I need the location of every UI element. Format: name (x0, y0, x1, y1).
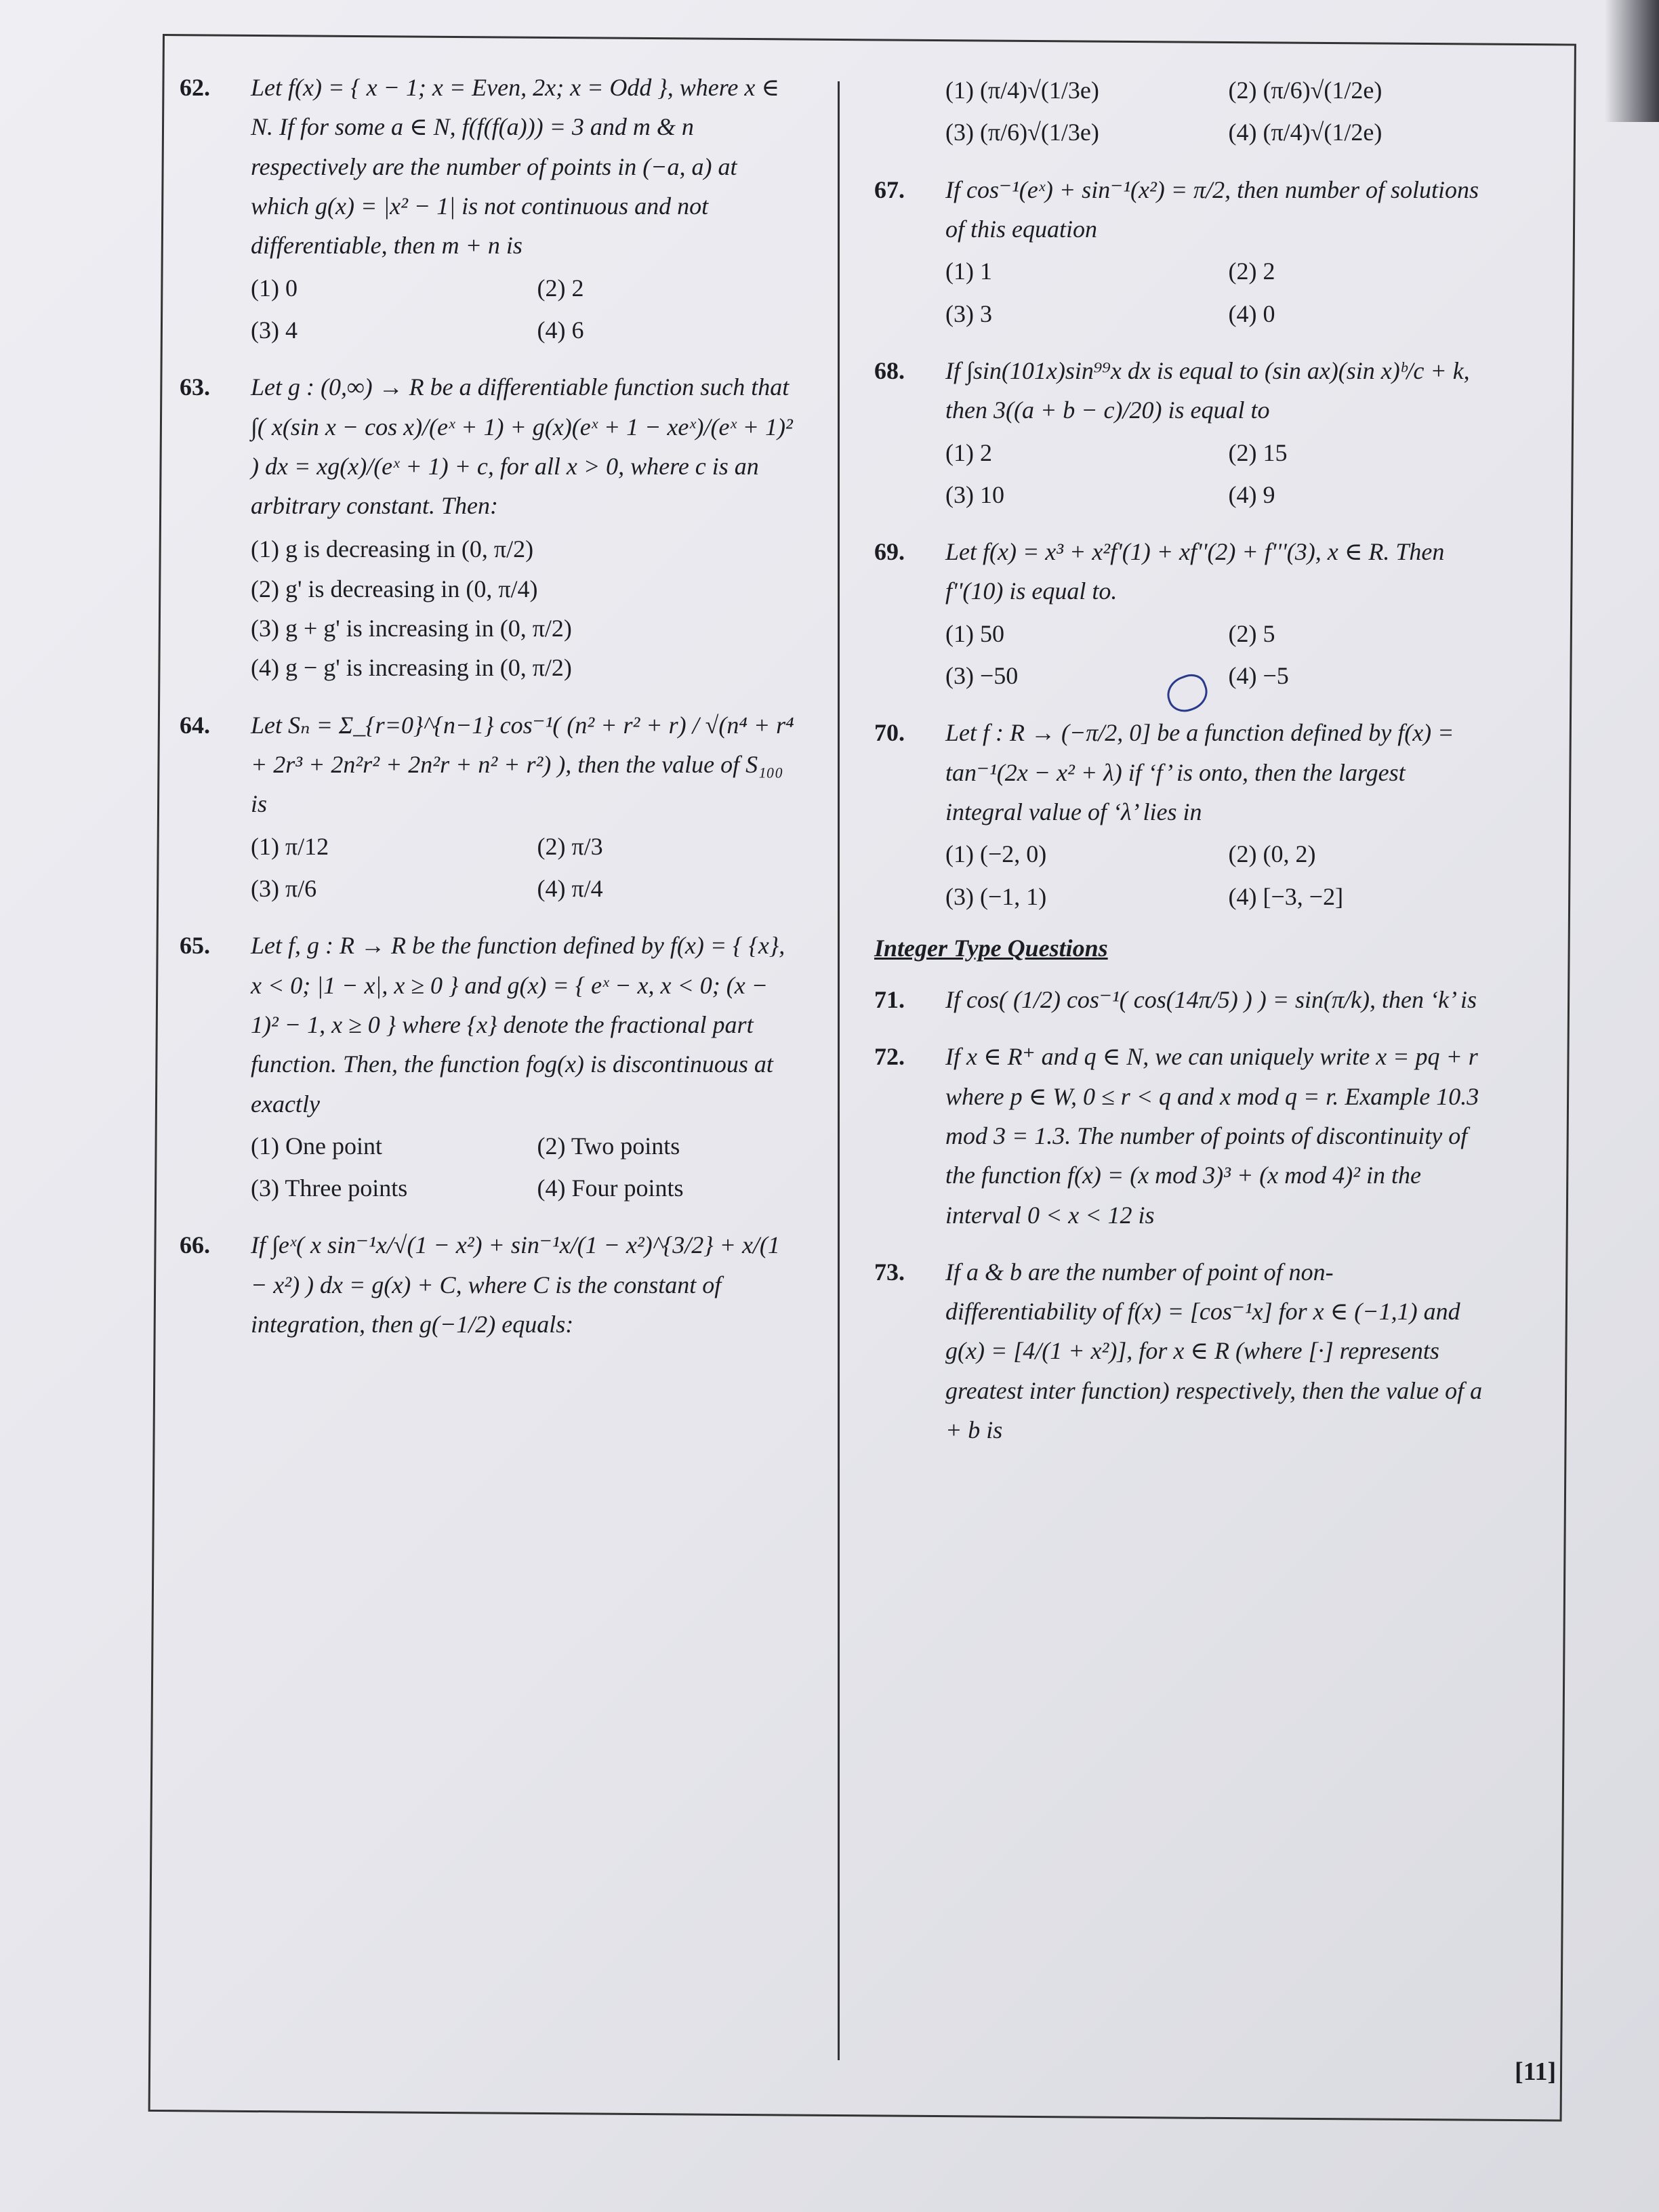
option-1: (1) 50 (945, 619, 1004, 647)
option-2: (2) Two points (537, 1132, 680, 1160)
question-66 (180, 1225, 796, 1344)
question-text: If cos⁻¹(eˣ) + sin⁻¹(x²) = π/2, then number of solutions of this equation (945, 176, 1479, 243)
question-text: Let f : R → (−π/2, 0] be a function defined by f(x) = tan⁻¹(2x − x² + λ) if ‘f’ is onto, then the largest integral value of ‘λ’ lies in (945, 719, 1454, 825)
option-2: (2) 5 (1228, 619, 1275, 647)
question-text: Let Sₙ = Σ_{r=0}^{n−1} cos⁻¹( (n² + r² + r) / √(n⁴ + r⁴ + 2r³ + 2n²r² + 2n²r + n² + r²) ), then the value of S₁₀₀ is (251, 711, 794, 818)
right-column (874, 68, 1484, 1467)
option-4: (4) [−3, −2] (1228, 882, 1344, 910)
section-title: Integer Type Questions (874, 934, 1108, 962)
option-3: (3) −50 (945, 662, 1019, 690)
option-1: (1) 2 (945, 438, 992, 466)
option-3: (3) Three points (251, 1174, 408, 1202)
question-70 (874, 713, 1484, 916)
option-1: (1) 1 (945, 258, 992, 285)
question-text: If ∫eˣ( x sin⁻¹x/√(1 − x²) + sin⁻¹x/(1 − x²)^{3/2} + x/(1 − x²) ) dx = g(x) + C, where C is the constant of integration, then g(−1/2) equals: (251, 1231, 780, 1338)
question-63 (180, 367, 796, 688)
option-1: (1) (π/4)√(1/3e) (945, 77, 1099, 104)
question-72 (874, 1037, 1484, 1235)
question-text: If cos( (1/2) cos⁻¹( cos(14π/5) ) ) = sin(π/k), then ‘k’ is (945, 985, 1477, 1013)
option-2: (2) (π/6)√(1/2e) (1228, 77, 1382, 104)
question-text: Let f(x) = x³ + x²f'(1) + xf''(2) + f'''(3), x ∈ R. Then f''(10) is equal to. (945, 538, 1445, 605)
question-64 (180, 705, 796, 909)
option-4: (4) −5 (1228, 662, 1289, 690)
question-69 (874, 532, 1484, 695)
question-number: 73. (874, 1258, 905, 1286)
option-4: (4) Four points (537, 1174, 684, 1202)
option-2: (2) 2 (537, 274, 584, 302)
option-3: (3) (π/6)√(1/3e) (945, 119, 1099, 146)
option-4: (4) π/4 (537, 874, 603, 902)
option-2: (2) (0, 2) (1228, 840, 1316, 868)
option-1: (1) π/12 (251, 832, 329, 860)
options (945, 433, 1484, 515)
question-65 (180, 926, 796, 1208)
question-text: If ∫sin(101x)sin⁹⁹x dx is equal to (sin ax)(sin x)ᵇ/c + k, then 3((a + b − c)/20) is equal to (945, 356, 1470, 424)
question-number: 71. (874, 985, 905, 1013)
option-1: (1) One point (251, 1132, 382, 1160)
option-3: (3) g + g' is increasing in (0, π/2) (251, 615, 572, 642)
question-66-options (874, 70, 1484, 152)
page-number: [11] (1515, 2057, 1557, 2086)
question-text: Let f, g : R → R be the function defined by f(x) = { {x}, x < 0; |1 − x|, x ≥ 0 } and g(x) = { eˣ − x, x < 0; (x − 1)² − 1, x ≥ 0 } where {x} denote the fractional part function. Then, the function fog(x) is discontinuous at exactly (251, 932, 785, 1118)
option-3: (3) 4 (251, 316, 298, 344)
options (251, 529, 796, 687)
option-1: (1) 0 (251, 274, 298, 302)
question-number: 68. (874, 356, 905, 384)
question-number: 62. (180, 74, 210, 101)
question-62 (180, 68, 796, 350)
question-number: 70. (874, 719, 905, 747)
option-2: (2) 2 (1228, 258, 1275, 285)
question-number: 64. (180, 711, 210, 739)
question-number: 67. (874, 176, 905, 203)
question-text: If a & b are the number of point of non-differentiability of f(x) = [cos⁻¹x] for x ∈ (−1,1) and g(x) = [4/(1 + x²)], for x ∈ R (where [·] represents greatest inter function) respectively, then the value of a + b is (945, 1258, 1483, 1444)
question-number: 72. (874, 1043, 905, 1071)
question-67 (874, 170, 1484, 333)
options (945, 834, 1484, 916)
option-1: (1) (−2, 0) (945, 840, 1047, 868)
option-1: (1) g is decreasing in (0, π/2) (251, 535, 534, 563)
options (251, 268, 796, 350)
question-number: 63. (180, 373, 210, 401)
option-2: (2) 15 (1228, 438, 1288, 466)
photo-shadow (1605, 0, 1659, 122)
question-71 (874, 980, 1484, 1019)
option-4: (4) 9 (1228, 480, 1275, 508)
option-3: (3) (−1, 1) (945, 882, 1047, 910)
option-2: (2) g' is decreasing in (0, π/4) (251, 575, 538, 602)
column-divider (838, 81, 840, 2060)
option-3: (3) 10 (945, 480, 1004, 508)
options (945, 614, 1484, 696)
question-text: If x ∈ R⁺ and q ∈ N, we can uniquely write x = pq + r where p ∈ W, 0 ≤ r < q and x mod q = r. Example 10.3 mod 3 = 1.3. The number of points of discontinuity of the function f(x) = (x mod 3)³ + (x mod 4)² in the interval 0 < x < 12 is (945, 1043, 1479, 1229)
options (945, 251, 1484, 333)
question-text: Let f(x) = { x − 1; x = Even, 2x; x = Odd }, where x ∈ N. If for some a ∈ N, f(f(f(a))) = 3 and m & n respectively are the number of points in (−a, a) at which g(x) = |x² − 1| is not continuous and not differentiable, then m + n is (251, 74, 780, 260)
options (251, 827, 796, 909)
option-3: (3) 3 (945, 300, 992, 327)
option-4: (4) g − g' is increasing in (0, π/2) (251, 654, 572, 682)
left-column (180, 68, 796, 1361)
question-text: Let g : (0,∞) → R be a differentiable function such that ∫( x(sin x − cos x)/(eˣ + 1) + g(x)(eˣ + 1 − xeˣ)/(eˣ + 1)² ) dx = xg(x)/(eˣ + 1) + c, for all x > 0, where c is an arbitrary constant. Then: (251, 373, 793, 520)
options (251, 1126, 796, 1208)
option-3: (3) π/6 (251, 874, 317, 902)
option-4: (4) 0 (1228, 300, 1275, 327)
question-number: 65. (180, 932, 210, 960)
question-number: 69. (874, 538, 905, 566)
option-2: (2) π/3 (537, 832, 603, 860)
question-number: 66. (180, 1231, 210, 1259)
question-68 (874, 351, 1484, 514)
options (945, 70, 1484, 152)
question-73 (874, 1252, 1484, 1450)
option-4: (4) 6 (537, 316, 584, 344)
option-4: (4) (π/4)√(1/2e) (1228, 119, 1382, 146)
